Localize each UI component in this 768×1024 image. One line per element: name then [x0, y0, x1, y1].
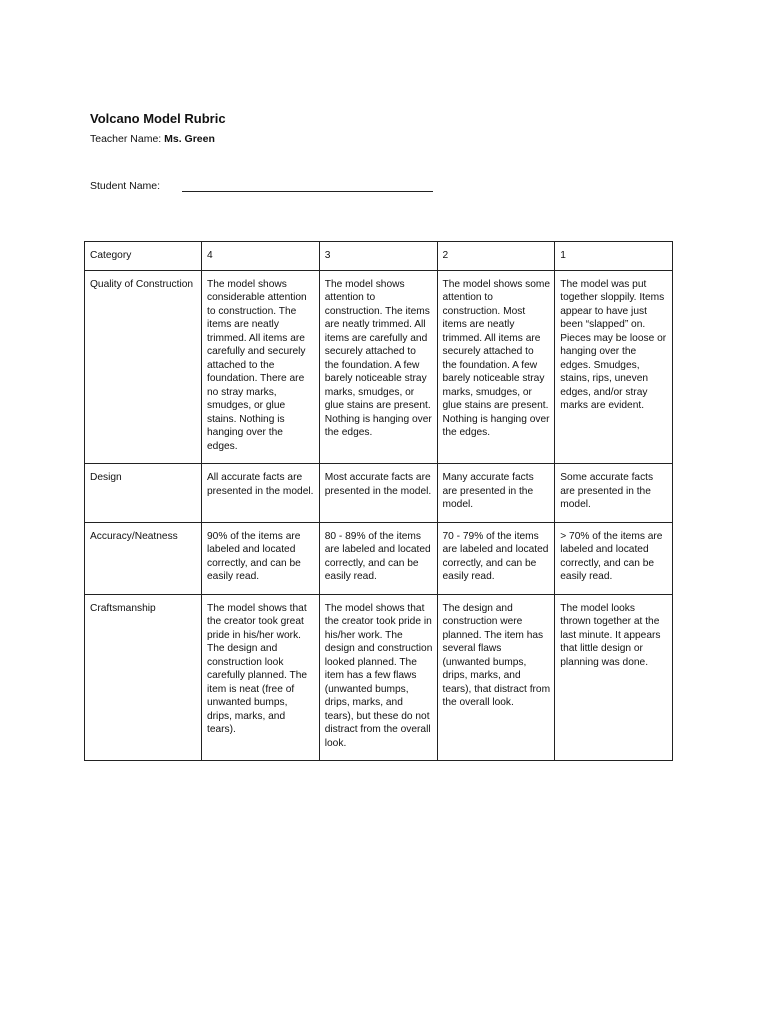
- category-cell: Craftsmanship: [85, 594, 202, 761]
- teacher-name-line: [90, 133, 215, 146]
- rubric-row-accuracy-neatness: [85, 522, 673, 594]
- criteria-cell-3: 80 - 89% of the items are labeled and located correctly, and can be easily read.: [319, 522, 437, 594]
- criteria-cell-3: The model shows that the creator took pride in his/her work. The design and construction looked planned. The item has a few flaws (unwanted bumps, drips, marks, and tears), but these do not distract from the overall look.: [319, 594, 437, 761]
- header-score-4: 4: [202, 242, 320, 271]
- criteria-cell-4: 90% of the items are labeled and located correctly, and can be easily read.: [202, 522, 320, 594]
- teacher-name-value: Ms. Green: [164, 133, 215, 145]
- criteria-cell-3: Most accurate facts are presented in the model.: [319, 464, 437, 523]
- rubric-header-row: [85, 242, 673, 271]
- document-title: Volcano Model Rubric: [90, 111, 226, 126]
- rubric-row-quality-of-construction: [85, 270, 673, 464]
- criteria-cell-1: Some accurate facts are presented in the model.: [555, 464, 673, 523]
- criteria-cell-2: The design and construction were planned. The item has several flaws (unwanted bumps, drips, marks, and tears), that distract from the overall look.: [437, 594, 555, 761]
- header-category: Category: [85, 242, 202, 271]
- category-cell: Quality of Construction: [85, 270, 202, 464]
- rubric-table: [84, 241, 673, 761]
- rubric-row-design: [85, 464, 673, 523]
- category-cell: Design: [85, 464, 202, 523]
- header-score-1: 1: [555, 242, 673, 271]
- criteria-cell-2: 70 - 79% of the items are labeled and located correctly, and can be easily read.: [437, 522, 555, 594]
- teacher-name-label: Teacher Name:: [90, 133, 165, 145]
- criteria-cell-1: > 70% of the items are labeled and located correctly, and can be easily read.: [555, 522, 673, 594]
- category-cell: Accuracy/Neatness: [85, 522, 202, 594]
- criteria-cell-4: The model shows that the creator took great pride in his/her work. The design and construction look carefully planned. The item is neat (free of unwanted bumps, drips, marks, and tears).: [202, 594, 320, 761]
- header-score-3: 3: [319, 242, 437, 271]
- criteria-cell-4: The model shows considerable attention to construction. The items are neatly trimmed. All items are carefully and securely attached to the foundation. There are no stray marks, smudges, or glue stains. Nothing is hanging over the edges.: [202, 270, 320, 464]
- criteria-cell-1: The model was put together sloppily. Items appear to have just been “slapped” on. Pieces may be loose or hanging over the edges. Smudges, stains, rips, uneven edges, and/or stray marks are evident.: [555, 270, 673, 464]
- criteria-cell-3: The model shows attention to construction. The items are neatly trimmed. All items are carefully and securely attached to the foundation. A few barely noticeable stray marks, smudges, or glue stains are present. Nothing is hanging over the edges.: [319, 270, 437, 464]
- student-name-blank: [182, 191, 433, 192]
- criteria-cell-1: The model looks thrown together at the last minute. It appears that little design or planning was done.: [555, 594, 673, 761]
- criteria-cell-4: All accurate facts are presented in the model.: [202, 464, 320, 523]
- header-score-2: 2: [437, 242, 555, 271]
- student-name-label: Student Name:: [90, 180, 161, 192]
- rubric-row-craftsmanship: [85, 594, 673, 761]
- criteria-cell-2: Many accurate facts are presented in the model.: [437, 464, 555, 523]
- criteria-cell-2: The model shows some attention to construction. Most items are neatly trimmed. All items are securely attached to the foundation. A few barely noticeable stray marks, smudges, or glue stains are present. Nothing is hanging over the edges.: [437, 270, 555, 464]
